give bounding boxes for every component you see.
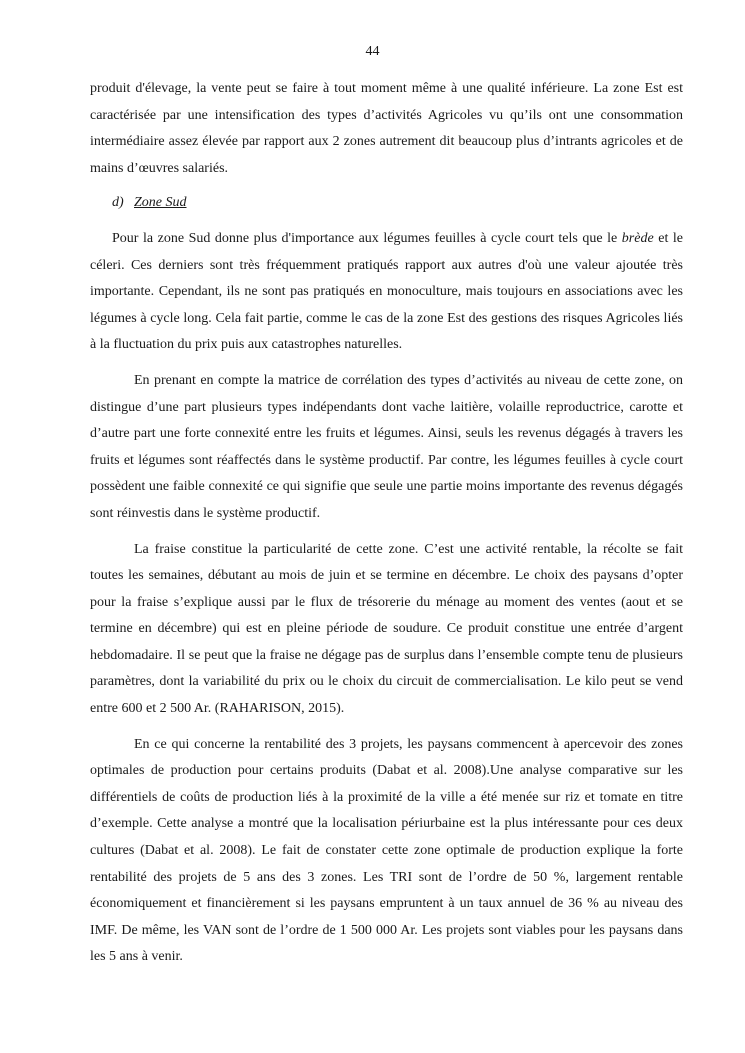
document-body <box>90 76 683 971</box>
section-title: Zone Sud <box>134 195 187 211</box>
paragraph-zone-est-conclusion: produit d'élevage, la vente peut se faire à tout moment même à une qualité inférieure. La zone Est est caractérisée par une intensification des types d’activités Agricoles vu qu’ils ont une consommation intermédiaire assez élevée par rapport aux 2 zones autrement dit beaucoup plus d’intrants agricoles et de mains d’œuvres salariés. <box>90 81 683 176</box>
page-number: 44 <box>365 44 380 59</box>
paragraph-zone-sud-intro <box>90 226 683 359</box>
paragraph-text-start: Pour la zone Sud donne plus d'importance aux légumes feuilles à cycle court tels que le <box>112 230 622 246</box>
paragraph-rentabilite: En ce qui concerne la rentabilité des 3 projets, les paysans commencent à apercevoir des zones optimales de production pour certains produits (Dabat et al. 2008).Une analyse comparative sur les différentiels de coûts de production liés à la proximité de la ville a été menée sur riz et tomate en titre d’exemple. Cette analyse a montré que la localisation périurbaine est la plus intéressante pour ces deux cultures (Dabat et al. 2008). Le fait de constater cette zone optimale de production explique la forte rentabilité des projets de 5 ans des 3 zones. Les TRI sont de l’ordre de 50 %, largement rentable économiquement et financièrement si les paysans empruntent à un taux annuel de 36 % au niveau des IMF. De même, les VAN sont de l’ordre de 1 500 000 Ar. Les projets sont viables pour les paysans dans les 5 ans à venir. <box>90 736 683 965</box>
paragraph-italic-term: brède <box>621 230 654 246</box>
section-letter: d) <box>112 195 124 211</box>
paragraph-text-end: et le céleri. Ces derniers sont très fréquemment pratiqués rapport aux autres d'où une valeur ajoutée très importante. Cependant, ils ne sont pas pratiqués en monoculture, mais toujours en associations avec les légumes à cycle long. Cela fait partie, comme le cas de la zone Est des gestions des risques Agricoles liés à la fluctuation du prix puis aux catastrophes naturelles. <box>90 230 683 353</box>
paragraph-fraise: La fraise constitue la particularité de cette zone. C’est une activité rentable, la récolte se fait toutes les semaines, débutant au mois de juin et se termine en décembre. Le choix des paysans d’opter pour la fraise s’explique aussi par le flux de trésorerie du ménage au moment des ventes (aout et se termine en décembre) qui est en pleine période de soudure. Ce produit constitue une entrée d’argent hebdomadaire. Il se peut que la fraise ne dégage pas de surplus dans l’ensemble compte tenu de plusieurs paramètres, dont la variabilité du prix ou le choix du circuit de commercialisation. Le kilo peut se vend entre 600 et 2 500 Ar. (RAHARISON, 2015). <box>90 541 683 717</box>
paragraph-correlation-matrix: En prenant en compte la matrice de corrélation des types d’activités au niveau de cette zone, on distingue d’une part plusieurs types indépendants dont vache laitière, volaille reproductrice, carotte et d’autre part une forte connexité entre les fruits et légumes. Ainsi, seuls les revenus dégagés à travers les fruits et légumes sont réaffectés dans le système productif. Par contre, les légumes feuilles à cycle court possèdent une faible connexité ce qui signifie que seule une partie moins importante des revenus dégagés sont réinvestis dans le système productif. <box>90 372 683 521</box>
section-heading-zone-sud <box>90 190 683 217</box>
